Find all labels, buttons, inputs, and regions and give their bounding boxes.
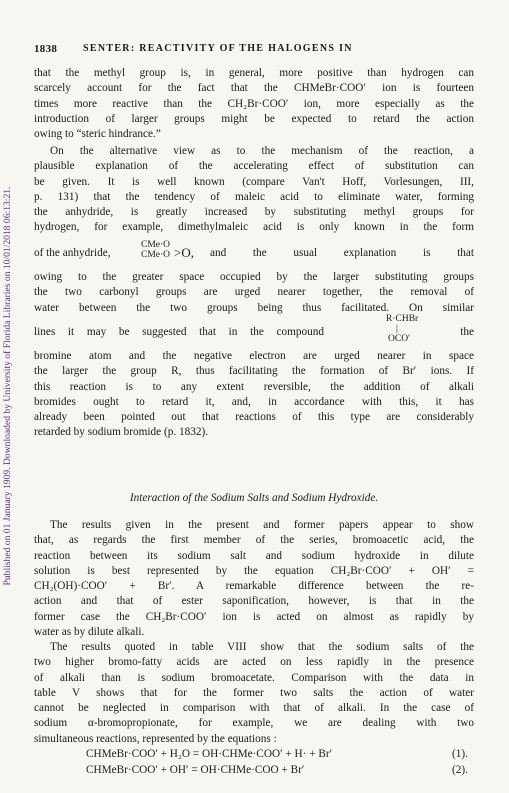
text-line: sodium α-bromopropionate, for example, we are dealing with two (34, 717, 474, 730)
download-notice: Published on 01 January 1909. Downloaded by University of Florida Libraries on 10/01/2018 06:13:21. (2, 186, 13, 586)
text-line: be given. It is well known (compare Van't Hoff, Vorlesungen, III, (34, 175, 474, 188)
formula-top: CMe·O (141, 240, 171, 250)
structural-formula (141, 240, 170, 260)
text-line: simultaneous reactions, represented by the equations : (34, 732, 277, 745)
formula-bottom: CMe·O (141, 250, 171, 260)
text-line: The results given in the present and former papers appear to show (50, 519, 474, 531)
running-title: SENTER: REACTIVITY OF THE HALOGENS IN (83, 43, 353, 54)
text-line: water between the two groups being thus facilitated. On similar (34, 301, 474, 314)
formula-top: R·CHBr (386, 314, 419, 324)
text-line: CH₂(OH)·COO′ + Br′. A remarkable difference between the re- (34, 580, 474, 593)
text-line: times more reactive than the CH₂Br·COO′ ion, more especially as the (34, 97, 474, 110)
text-line: of alkali than is sodium bromoacetate. Comparison with the data in (34, 671, 474, 684)
text-line: two higher bromo-fatty acids are acted on less rapidly in the presence (34, 656, 474, 669)
text-line: p. 131) that the tendency of maleic acid to eliminate water, forming (34, 190, 474, 203)
paragraph-3 (34, 270, 474, 316)
text-segment: of the anhydride, (34, 247, 111, 259)
running-header (34, 43, 474, 57)
text-line: already been pointed out that reactions of this type are considerably (34, 411, 474, 424)
equation-2-number: (2). (452, 764, 468, 776)
text-segment: the (460, 326, 474, 338)
paragraph-1 (34, 66, 474, 142)
text-line: solution is best represented by the equation CH₂Br·COO′ + OH′ = (34, 564, 474, 577)
text-line: water as by dilute alkali. (34, 626, 145, 639)
text-segment: lines it may be suggested that in the compound (34, 326, 324, 338)
text-line: hydrogen, for example, dimethylmaleic acid is only known in the form (34, 221, 474, 234)
equation-2: CHMeBr·COO′ + OH′ = OH·CHMe·COO + Br′ (86, 764, 305, 776)
paragraph-4 (34, 349, 474, 441)
text-line: scarcely account for the fact that the CHMeBr·COO′ ion is fourteen (34, 82, 474, 95)
equation-1: CHMeBr·COO′ + H₂O = OH·CHMe·COO′ + H· + Br′ (86, 748, 333, 760)
text-line: retarded by sodium bromide (p. 1832). (34, 426, 209, 439)
compound-formula-line (34, 314, 474, 344)
section-title: Interaction of the Sodium Salts and Sodium Hydroxide. (129, 492, 379, 504)
page-number: 1838 (34, 43, 58, 55)
paragraph-2 (34, 144, 474, 236)
text-segment: and the usual explanation is that (210, 247, 474, 259)
text-line: the larger the group R, thus facilitating the formation of Br′ ions. If (34, 365, 474, 378)
anhydride-formula-line (34, 240, 474, 258)
text-line: introduction of larger groups might be expected to retard the action (34, 112, 474, 125)
text-line: bromides ought to retard it, and, in accordance with this, it has (34, 395, 474, 408)
text-line: that the methyl group is, in general, more positive than hydrogen can (34, 67, 474, 79)
formula-bottom: OCO′ (388, 334, 411, 344)
text-line: table V shows that for the former two salts the action of water (34, 686, 474, 699)
formula-mid: | (396, 324, 398, 334)
text-line: that, as regards the first member of the series, bromoacetic acid, the (34, 534, 474, 547)
text-line: The results quoted in table VIII show that the sodium salts of the (50, 641, 474, 653)
text-line: owing to the greater space occupied by the larger substituting groups (34, 271, 474, 283)
text-line: bromine atom and the negative electron are urged nearer in space (34, 350, 474, 362)
formula-bridge: >O, (174, 245, 194, 260)
equation-1-number: (1). (452, 748, 468, 760)
text-line: On the alternative view as to the mechanism of the reaction, a (50, 145, 474, 157)
text-line: plausible explanation of the accelerating effect of substitution can (34, 160, 474, 173)
text-line: owing to “steric hindrance.” (34, 128, 161, 141)
text-line: this reaction is to any extent reversible, the addition of alkali (34, 380, 474, 393)
structural-formula (386, 314, 418, 344)
paragraph-5 (34, 518, 474, 640)
text-line: former case the CH₂Br·COO′ ion is acted on almost as rapidly by (34, 610, 474, 623)
paragraph-6 (34, 640, 474, 747)
text-line: reaction between its sodium salt and sodium hydroxide in dilute (34, 549, 474, 562)
text-line: the two carbonyl groups are urged nearer together, the removal of (34, 286, 474, 299)
text-line: the anhydride, is greatly increased by substituting methyl groups for (34, 206, 474, 219)
text-line: cannot be neglected in comparison with that of alkali. In the case of (34, 702, 474, 715)
text-line: action and that of ester saponification, however, is that in the (34, 595, 474, 608)
